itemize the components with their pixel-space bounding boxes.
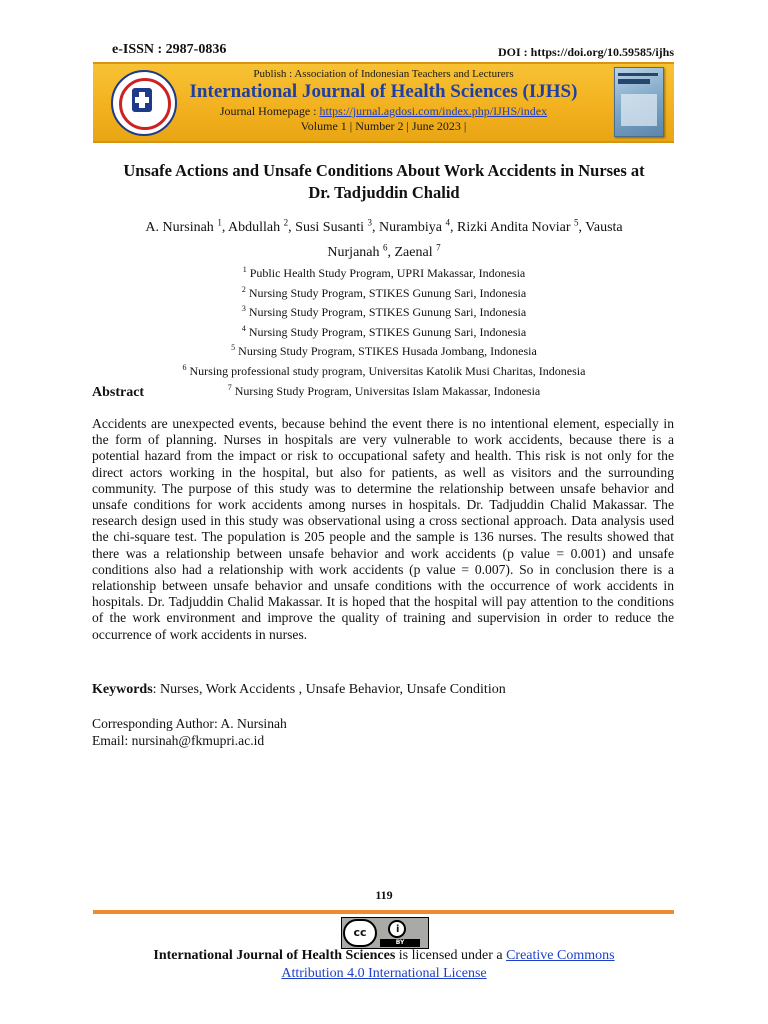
affiliation: $^2$ Nursing Study Program, STIKES Gunung Sari, Indonesia bbox=[241, 284, 527, 300]
affiliation: $^6$ Nursing professional study program, Universitas Katolik Musi Charitas, Indonesia bbox=[182, 362, 586, 378]
article-title bbox=[80, 160, 688, 204]
author: Nurambiya $^4$, bbox=[379, 217, 457, 235]
journal-homepage bbox=[93, 104, 674, 119]
author: Rizki Andita Noviar $^5$, Vausta bbox=[457, 217, 623, 235]
homepage-link[interactable]: https://jurnal.agdosi.com/index.php/IJHS/index bbox=[319, 104, 548, 118]
doi-label: DOI : https://doi.org/10.59585/ijhs bbox=[497, 45, 674, 59]
page-number: 119 bbox=[375, 888, 393, 902]
affiliation: $^1$ Public Health Study Program, UPRI Makassar, Indonesia bbox=[242, 265, 526, 280]
keywords-line bbox=[92, 682, 506, 698]
keywords-values: : Nurses, Work Accidents , Unsafe Behavior, Unsafe Condition bbox=[152, 682, 506, 697]
affiliation: $^5$ Nursing Study Program, STIKES Husada Jombang, Indonesia bbox=[231, 343, 537, 359]
affiliation: $^7$ Nursing Study Program, Universitas Islam Makassar, Indonesia bbox=[227, 382, 541, 398]
corresponding-block bbox=[92, 716, 287, 749]
cc-icon: cc bbox=[343, 919, 377, 947]
corresponding-author: Corresponding Author: A. Nursinah bbox=[92, 716, 287, 731]
keywords-label: Keywords bbox=[92, 682, 153, 697]
author: A. Nursinah $^1$, bbox=[145, 217, 229, 235]
footer-divider bbox=[93, 910, 674, 914]
affiliation: $^3$ Nursing Study Program, STIKES Gunung Sari, Indonesia bbox=[241, 304, 527, 320]
author-email: Email: nursinah@fkmupri.ac.id bbox=[92, 732, 265, 748]
publisher-line: Publish : Association of Indonesian Teachers and Lecturers bbox=[253, 68, 514, 80]
journal-title: International Journal of Health Sciences (IJHS) bbox=[189, 81, 578, 102]
author: Zaenal $^7$ bbox=[394, 242, 441, 261]
license-journal-name: International Journal of Health Sciences bbox=[153, 948, 396, 963]
affiliation-list bbox=[60, 262, 708, 399]
license-link-continued[interactable]: Attribution 4.0 International License bbox=[281, 966, 487, 981]
journal-banner bbox=[93, 62, 674, 143]
cc-by-license-icon[interactable] bbox=[341, 917, 429, 949]
volume-line: Volume 1 | Number 2 | June 2023 | bbox=[300, 119, 467, 133]
title-line-1: Unsafe Actions and Unsafe Conditions About Work Accidents in Nurses at bbox=[123, 161, 645, 180]
title-line-2: Dr. Tadjuddin Chalid bbox=[308, 183, 460, 202]
author: Susi Susanti $^3$, bbox=[295, 217, 380, 235]
by-label: BY bbox=[380, 939, 420, 947]
author: Nurjanah $^6$, bbox=[327, 242, 395, 261]
license-statement: International Journal of Health Sciences is licensed under a Creative Commons Attribution 4.0 International License bbox=[153, 948, 615, 981]
abstract-heading: Abstract bbox=[92, 385, 145, 400]
license-link[interactable]: Creative Commons bbox=[506, 948, 615, 963]
journal-cover-icon bbox=[614, 67, 664, 137]
attribution-person-icon: i bbox=[388, 920, 406, 938]
author-list bbox=[110, 212, 658, 263]
issn-label: e-ISSN : 2987-0836 bbox=[112, 42, 227, 57]
homepage-label: Journal Homepage : bbox=[219, 104, 320, 118]
abstract-text: Accidents are unexpected events, because behind the event there is no intentional element, especially in the form of planning. Nurses in hospitals are very vulnerable to work accidents, because there is a potential hazard from the impact or risk to occupational safety and health. This risk is not only for the direct actors working in the hospital, but also for patients, as well as visitors and the surrounding community. The purpose of this study was to determine the relationship between unsafe behavior and unsafe conditions for work accidents among nurses in hospitals. Dr. Tadjuddin Chalid Makassar. The research design used in this study was observational using a cross sectional approach. Data analysis used the chi-square test. The population is 205 people and the sample is 136 nurses. The results showed that there was a relationship between unsafe behavior and work accidents (p value = 0.001) and unsafe conditions also had a relationship with work accidents (p value = 0.007). So in conclusion there is a relationship between unsafe behavior and unsafe conditions with the occurrence of work accidents in hospitals. Dr. Tadjuddin Chalid Makassar. It is hoped that the hospital will pay attention to the conditions of the work environment and improve the quality of training and supervision in order to reduce the occurrence of work accidents in nurses. bbox=[92, 416, 674, 642]
author: Abdullah $^2$, bbox=[228, 217, 296, 235]
affiliation: $^4$ Nursing Study Program, STIKES Gunung Sari, Indonesia bbox=[241, 323, 527, 339]
